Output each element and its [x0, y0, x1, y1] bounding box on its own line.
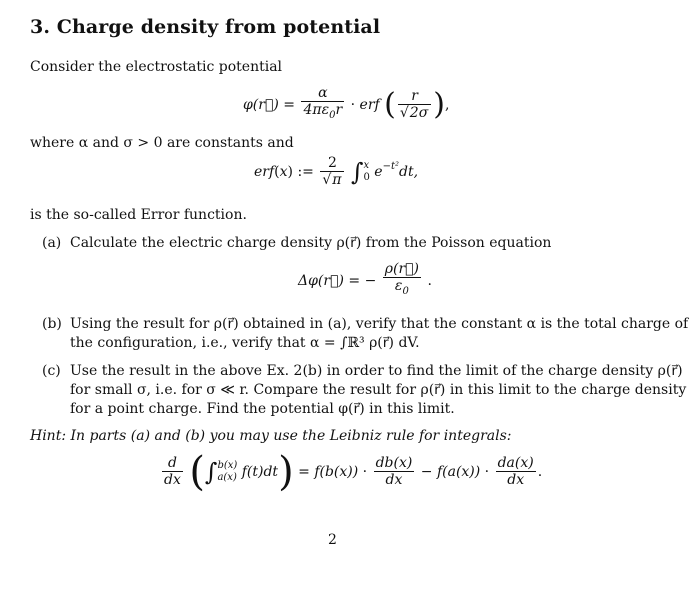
hint-text: Hint: In parts (a) and (b) you may use the Leibniz rule for integrals:: [30, 428, 512, 444]
error-function-equation: erf(x) := $\frac{2}{√\pi}$ ∫ x 0 $e^{-t^2}dt$,: [254, 155, 419, 188]
potential-equation: φ(r⃗) = $\frac{\alpha}{4\pi\varepsilon_0r}$ · erf ( $\frac{r}{√2\sigma}$ ),: [243, 85, 450, 122]
part-c: [42, 362, 687, 422]
part-b-line-1: Using the result for ρ(r⃗) obtained in (a), verify that the constant α is the total charge of: [70, 316, 689, 332]
part-b-line-2: the configuration, i.e., verify that α = ∫ℝ³ ρ(r⃗) dV.: [70, 335, 420, 351]
where-text: where α and σ > 0 are constants and: [30, 135, 294, 151]
poisson-equation: Δφ(r⃗) = − $\frac{\rho(r⃗)}{\varepsilon_0}$ .: [298, 262, 432, 300]
part-c-line-1: Use the result in the above Ex. 2(b) in order to find the limit of the charge density ρ(r⃗): [70, 363, 683, 379]
intro-text: Consider the electrostatic potential: [30, 59, 283, 75]
part-c-label: (c): [42, 363, 61, 379]
part-b: [42, 315, 689, 355]
part-a-label: (a): [42, 235, 62, 251]
leibniz-rule-equation: $\frac{d}{dx}$ (∫ b(x) a(x) f(t)dt) = f(b(x)) · $\frac{db(x)}{dx}$ − f(a(x)) · $\frac{da(x)}{dx}$ .: [164, 449, 543, 495]
part-b-label: (b): [42, 316, 62, 332]
part-a: [42, 234, 662, 254]
part-c-line-3: for a point charge. Find the potential φ(r⃗) in this limit.: [70, 401, 455, 417]
page-number: 2: [328, 532, 337, 548]
error-function-text: is the so-called Error function.: [30, 207, 247, 223]
part-c-line-2: for small σ, i.e. for σ ≪ r. Compare the result for ρ(r⃗) in this limit to the charge density: [70, 382, 687, 398]
section-heading: 3. Charge density from potential: [30, 16, 381, 38]
part-a-text: Calculate the electric charge density ρ(r⃗) from the Poisson equation: [70, 235, 552, 251]
